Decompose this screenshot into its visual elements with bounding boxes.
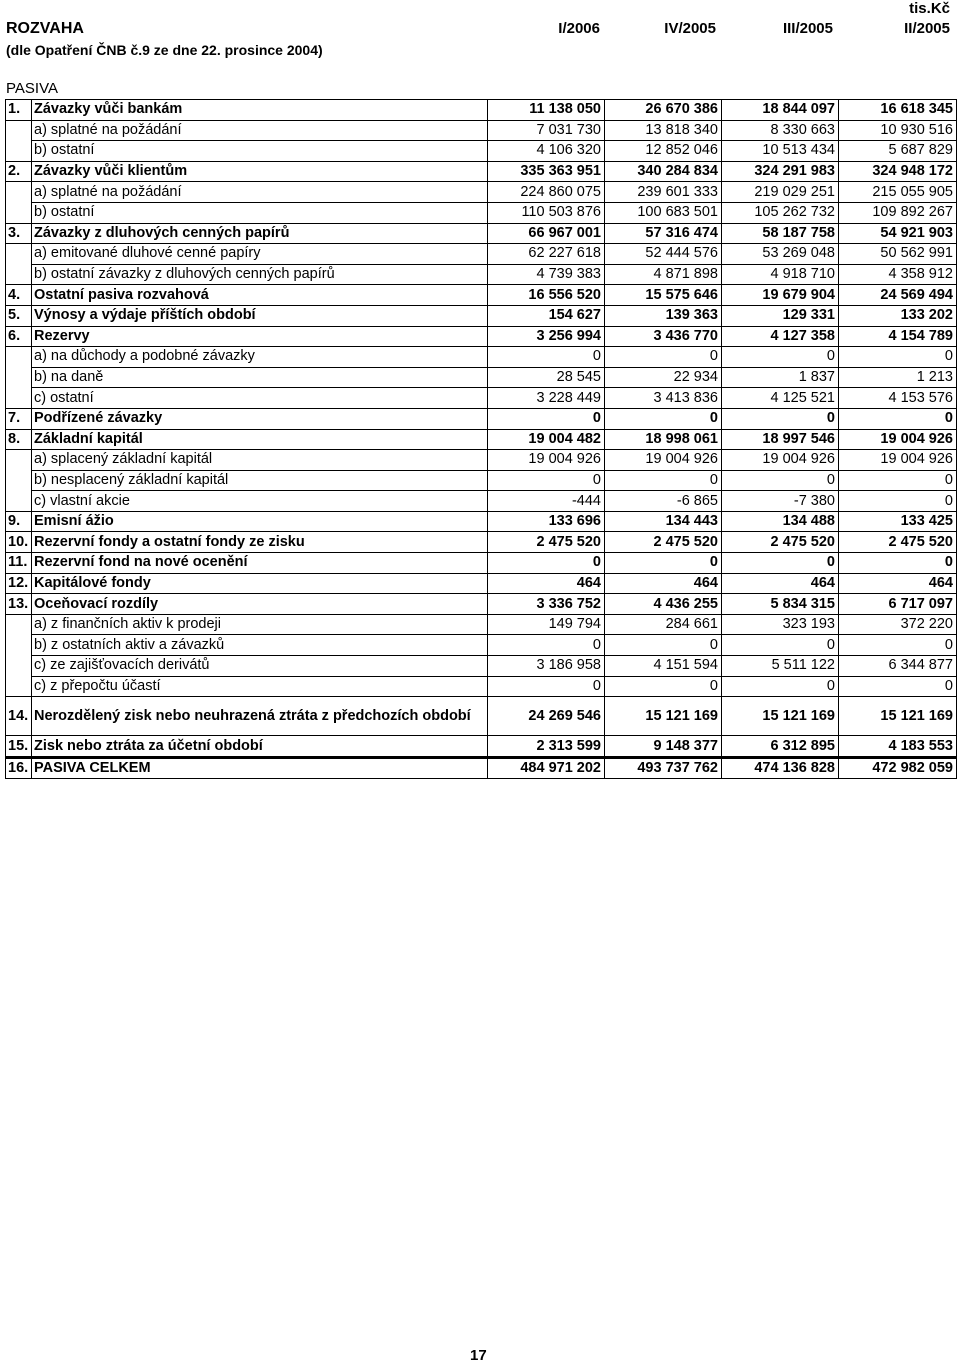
table-row	[6, 408, 957, 429]
value-cell: 54 921 903	[839, 223, 957, 244]
row-number	[6, 388, 32, 409]
value-cell: 53 269 048	[722, 244, 839, 265]
value-cell: 0	[839, 491, 957, 512]
value-cell: 16 618 345	[839, 100, 957, 121]
value-cell: 2 313 599	[488, 736, 605, 758]
value-cell: 0	[722, 553, 839, 574]
value-cell: 0	[605, 553, 722, 574]
row-label: a) splacený základní kapitál	[32, 450, 488, 471]
value-cell: 66 967 001	[488, 223, 605, 244]
row-number: 4.	[6, 285, 32, 306]
currency-unit: tis.Kč	[909, 0, 950, 17]
value-cell: 18 844 097	[722, 100, 839, 121]
value-cell: 323 193	[722, 614, 839, 635]
row-number	[6, 676, 32, 697]
balance-sheet-table	[5, 99, 957, 779]
value-cell: 0	[722, 676, 839, 697]
value-cell: 26 670 386	[605, 100, 722, 121]
value-cell: 0	[839, 408, 957, 429]
row-label: Kapitálové fondy	[32, 573, 488, 594]
row-number	[6, 347, 32, 368]
row-number	[6, 470, 32, 491]
value-cell: 0	[488, 470, 605, 491]
value-cell: 484 971 202	[488, 757, 605, 779]
value-cell: 3 228 449	[488, 388, 605, 409]
value-cell: 52 444 576	[605, 244, 722, 265]
value-cell: 110 503 876	[488, 202, 605, 223]
value-cell: 1 213	[839, 367, 957, 388]
value-cell: 6 344 877	[839, 656, 957, 677]
table-row	[6, 202, 957, 223]
row-label: Oceňovací rozdíly	[32, 594, 488, 615]
table-row	[6, 697, 957, 736]
row-number	[6, 656, 32, 677]
value-cell: 4 183 553	[839, 736, 957, 758]
value-cell: 10 930 516	[839, 120, 957, 141]
table-row	[6, 614, 957, 635]
value-cell: 1 837	[722, 367, 839, 388]
value-cell: 5 511 122	[722, 656, 839, 677]
row-number: 16.	[6, 757, 32, 779]
value-cell: 3 186 958	[488, 656, 605, 677]
value-cell: 9 148 377	[605, 736, 722, 758]
table-row	[6, 120, 957, 141]
value-cell: 464	[839, 573, 957, 594]
row-number	[6, 264, 32, 285]
value-cell: 464	[722, 573, 839, 594]
value-cell: 0	[488, 553, 605, 574]
row-number	[6, 120, 32, 141]
value-cell: 493 737 762	[605, 757, 722, 779]
value-cell: 0	[839, 347, 957, 368]
value-cell: 215 055 905	[839, 182, 957, 203]
value-cell: 340 284 834	[605, 161, 722, 182]
value-cell: 0	[488, 347, 605, 368]
value-cell: 0	[839, 676, 957, 697]
page-number: 17	[470, 1347, 487, 1364]
value-cell: 0	[605, 347, 722, 368]
value-cell: 324 948 172	[839, 161, 957, 182]
value-cell: 4 436 255	[605, 594, 722, 615]
value-cell: 28 545	[488, 367, 605, 388]
row-number: 1.	[6, 100, 32, 121]
report-title: ROZVAHA	[6, 20, 84, 37]
value-cell: 62 227 618	[488, 244, 605, 265]
table-row	[6, 736, 957, 758]
table-row	[6, 676, 957, 697]
value-cell: 19 004 926	[605, 450, 722, 471]
value-cell: 324 291 983	[722, 161, 839, 182]
value-cell: 224 860 075	[488, 182, 605, 203]
value-cell: 335 363 951	[488, 161, 605, 182]
table-row	[6, 388, 957, 409]
value-cell: 0	[488, 635, 605, 656]
value-cell: 0	[839, 635, 957, 656]
value-cell: 8 330 663	[722, 120, 839, 141]
row-number: 5.	[6, 305, 32, 326]
row-number	[6, 491, 32, 512]
value-cell: 19 004 926	[722, 450, 839, 471]
row-number: 12.	[6, 573, 32, 594]
row-label: c) vlastní akcie	[32, 491, 488, 512]
table-row	[6, 285, 957, 306]
row-number: 14.	[6, 697, 32, 736]
row-label: Ostatní pasiva rozvahová	[32, 285, 488, 306]
table-row	[6, 326, 957, 347]
value-cell: 0	[605, 676, 722, 697]
row-label: Základní kapitál	[32, 429, 488, 450]
row-number	[6, 614, 32, 635]
value-cell: 4 127 358	[722, 326, 839, 347]
value-cell: 4 153 576	[839, 388, 957, 409]
table-row	[6, 656, 957, 677]
row-label: a) z finančních aktiv k prodeji	[32, 614, 488, 635]
table-row	[6, 511, 957, 532]
row-label: Závazky z dluhových cenných papírů	[32, 223, 488, 244]
value-cell: 19 679 904	[722, 285, 839, 306]
value-cell: 19 004 926	[839, 429, 957, 450]
table-row	[6, 450, 957, 471]
row-number: 15.	[6, 736, 32, 758]
row-number	[6, 244, 32, 265]
value-cell: 474 136 828	[722, 757, 839, 779]
value-cell: 4 358 912	[839, 264, 957, 285]
row-label: a) splatné na požádání	[32, 182, 488, 203]
table-row	[6, 470, 957, 491]
row-number	[6, 141, 32, 162]
value-cell: 3 256 994	[488, 326, 605, 347]
table-row	[6, 244, 957, 265]
value-cell: 22 934	[605, 367, 722, 388]
row-label: c) ostatní	[32, 388, 488, 409]
row-number	[6, 182, 32, 203]
table-row	[6, 491, 957, 512]
row-label: c) z přepočtu účastí	[32, 676, 488, 697]
row-number: 8.	[6, 429, 32, 450]
row-label: a) splatné na požádání	[32, 120, 488, 141]
row-label: b) ostatní	[32, 202, 488, 223]
value-cell: -6 865	[605, 491, 722, 512]
table-row	[6, 161, 957, 182]
column-header-period-1: I/2006	[558, 20, 600, 37]
row-number	[6, 635, 32, 656]
row-label: Závazky vůči bankám	[32, 100, 488, 121]
section-title: PASIVA	[6, 80, 58, 97]
value-cell: 0	[839, 470, 957, 491]
value-cell: 219 029 251	[722, 182, 839, 203]
row-label: Rezervní fond na nové ocenění	[32, 553, 488, 574]
value-cell: 15 121 169	[839, 697, 957, 736]
table-row	[6, 367, 957, 388]
value-cell: 10 513 434	[722, 141, 839, 162]
value-cell: 154 627	[488, 305, 605, 326]
column-header-period-4: II/2005	[904, 20, 950, 37]
value-cell: 0	[722, 470, 839, 491]
value-cell: 472 982 059	[839, 757, 957, 779]
value-cell: 239 601 333	[605, 182, 722, 203]
value-cell: 6 717 097	[839, 594, 957, 615]
value-cell: 0	[605, 635, 722, 656]
value-cell: 4 739 383	[488, 264, 605, 285]
value-cell: 0	[722, 347, 839, 368]
row-number: 11.	[6, 553, 32, 574]
value-cell: 0	[605, 408, 722, 429]
value-cell: 6 312 895	[722, 736, 839, 758]
value-cell: 24 569 494	[839, 285, 957, 306]
value-cell: 11 138 050	[488, 100, 605, 121]
row-number	[6, 450, 32, 471]
table-row	[6, 305, 957, 326]
value-cell: 2 475 520	[839, 532, 957, 553]
value-cell: 0	[488, 676, 605, 697]
table-row	[6, 264, 957, 285]
table-row	[6, 182, 957, 203]
table-row	[6, 532, 957, 553]
column-header-period-2: IV/2005	[664, 20, 716, 37]
table-row	[6, 573, 957, 594]
table-row	[6, 594, 957, 615]
row-label: Výnosy a výdaje příštích období	[32, 305, 488, 326]
row-number: 9.	[6, 511, 32, 532]
value-cell: 15 575 646	[605, 285, 722, 306]
table-row	[6, 757, 957, 779]
value-cell: 149 794	[488, 614, 605, 635]
value-cell: 16 556 520	[488, 285, 605, 306]
value-cell: 4 125 521	[722, 388, 839, 409]
value-cell: 134 488	[722, 511, 839, 532]
table-row	[6, 635, 957, 656]
row-number	[6, 367, 32, 388]
value-cell: 133 425	[839, 511, 957, 532]
row-label: Podřízené závazky	[32, 408, 488, 429]
value-cell: 4 154 789	[839, 326, 957, 347]
value-cell: 5 834 315	[722, 594, 839, 615]
value-cell: 4 106 320	[488, 141, 605, 162]
value-cell: 0	[722, 408, 839, 429]
row-number	[6, 202, 32, 223]
value-cell: 2 475 520	[605, 532, 722, 553]
value-cell: 2 475 520	[488, 532, 605, 553]
value-cell: 464	[488, 573, 605, 594]
table-row	[6, 347, 957, 368]
value-cell: 134 443	[605, 511, 722, 532]
value-cell: 129 331	[722, 305, 839, 326]
value-cell: 372 220	[839, 614, 957, 635]
row-label: Zisk nebo ztráta za účetní období	[32, 736, 488, 758]
table-row	[6, 429, 957, 450]
value-cell: 2 475 520	[722, 532, 839, 553]
row-label: b) ostatní závazky z dluhových cenných papírů	[32, 264, 488, 285]
value-cell: 0	[605, 470, 722, 491]
value-cell: 109 892 267	[839, 202, 957, 223]
row-label: Závazky vůči klientům	[32, 161, 488, 182]
row-label: Emisní ážio	[32, 511, 488, 532]
value-cell: -444	[488, 491, 605, 512]
table-row	[6, 141, 957, 162]
row-label: b) ostatní	[32, 141, 488, 162]
table-row	[6, 223, 957, 244]
value-cell: 18 997 546	[722, 429, 839, 450]
row-number: 2.	[6, 161, 32, 182]
value-cell: 15 121 169	[722, 697, 839, 736]
row-number: 3.	[6, 223, 32, 244]
value-cell: 3 336 752	[488, 594, 605, 615]
value-cell: 284 661	[605, 614, 722, 635]
value-cell: 0	[722, 635, 839, 656]
row-label: Nerozdělený zisk nebo neuhrazená ztráta z předchozích období	[32, 697, 488, 736]
row-label: a) emitované dluhové cenné papíry	[32, 244, 488, 265]
value-cell: 139 363	[605, 305, 722, 326]
row-label: b) na daně	[32, 367, 488, 388]
table-row	[6, 553, 957, 574]
value-cell: 58 187 758	[722, 223, 839, 244]
row-label: Rezervní fondy a ostatní fondy ze zisku	[32, 532, 488, 553]
value-cell: 12 852 046	[605, 141, 722, 162]
row-label: PASIVA CELKEM	[32, 757, 488, 779]
value-cell: 57 316 474	[605, 223, 722, 244]
value-cell: 15 121 169	[605, 697, 722, 736]
value-cell: 133 696	[488, 511, 605, 532]
value-cell: 5 687 829	[839, 141, 957, 162]
row-label: Rezervy	[32, 326, 488, 347]
value-cell: 4 871 898	[605, 264, 722, 285]
value-cell: 4 151 594	[605, 656, 722, 677]
row-number: 7.	[6, 408, 32, 429]
row-label: b) z ostatních aktiv a závazků	[32, 635, 488, 656]
value-cell: 19 004 482	[488, 429, 605, 450]
row-label: c) ze zajišťovacích derivátů	[32, 656, 488, 677]
row-number: 13.	[6, 594, 32, 615]
value-cell: 3 413 836	[605, 388, 722, 409]
value-cell: 105 262 732	[722, 202, 839, 223]
balance-sheet-body	[6, 100, 957, 779]
column-header-period-3: III/2005	[782, 20, 833, 37]
value-cell: 13 818 340	[605, 120, 722, 141]
value-cell: 19 004 926	[488, 450, 605, 471]
value-cell: 7 031 730	[488, 120, 605, 141]
row-number: 6.	[6, 326, 32, 347]
value-cell: 464	[605, 573, 722, 594]
value-cell: -7 380	[722, 491, 839, 512]
value-cell: 18 998 061	[605, 429, 722, 450]
row-label: b) nesplacený základní kapitál	[32, 470, 488, 491]
value-cell: 50 562 991	[839, 244, 957, 265]
value-cell: 3 436 770	[605, 326, 722, 347]
report-subtitle: (dle Opatření ČNB č.9 ze dne 22. prosince 2004)	[6, 42, 323, 58]
value-cell: 133 202	[839, 305, 957, 326]
value-cell: 0	[839, 553, 957, 574]
value-cell: 100 683 501	[605, 202, 722, 223]
row-label: a) na důchody a podobné závazky	[32, 347, 488, 368]
value-cell: 4 918 710	[722, 264, 839, 285]
value-cell: 24 269 546	[488, 697, 605, 736]
value-cell: 19 004 926	[839, 450, 957, 471]
table-row	[6, 100, 957, 121]
value-cell: 0	[488, 408, 605, 429]
row-number: 10.	[6, 532, 32, 553]
